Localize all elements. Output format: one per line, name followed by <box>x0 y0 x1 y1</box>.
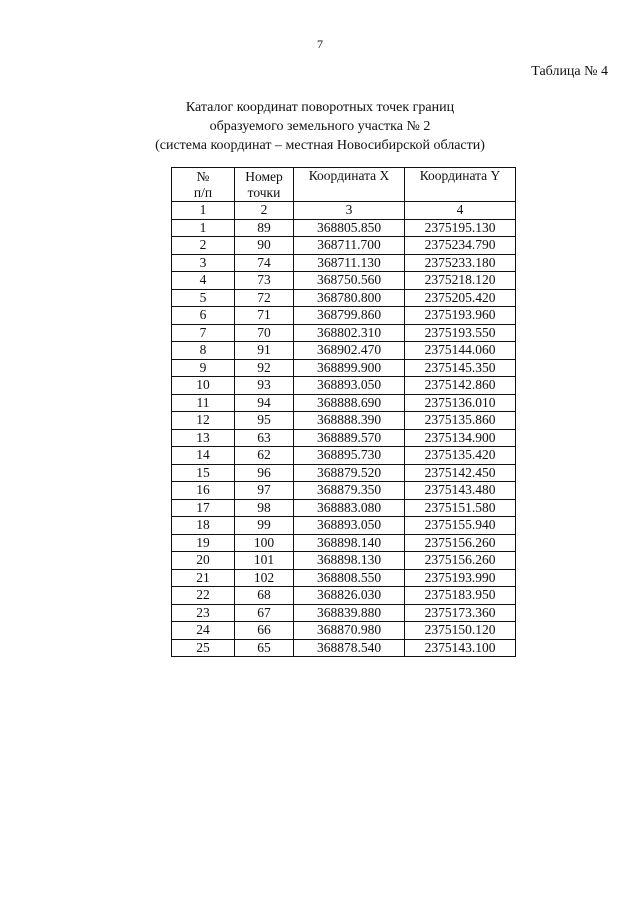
row-number-cell: 11 <box>172 394 235 412</box>
x-coordinate-cell: 368870.980 <box>294 622 405 640</box>
y-coordinate-cell: 2375134.900 <box>405 429 516 447</box>
y-coordinate-cell: 2375234.790 <box>405 237 516 255</box>
x-coordinate-cell: 368878.540 <box>294 639 405 657</box>
row-number-cell: 12 <box>172 412 235 430</box>
point-number-cell: 97 <box>235 482 294 500</box>
x-coordinate-cell: 368802.310 <box>294 324 405 342</box>
index-row <box>172 202 516 220</box>
table-row <box>172 464 516 482</box>
point-number-cell: 68 <box>235 587 294 605</box>
point-number-cell: 71 <box>235 307 294 325</box>
point-number-cell: 102 <box>235 569 294 587</box>
point-number-cell: 100 <box>235 534 294 552</box>
row-number-cell: 13 <box>172 429 235 447</box>
row-number-cell: 8 <box>172 342 235 360</box>
row-number-cell: 15 <box>172 464 235 482</box>
point-number-cell: 98 <box>235 499 294 517</box>
table-row <box>172 482 516 500</box>
table-caption <box>0 98 640 155</box>
y-coordinate-cell: 2375143.480 <box>405 482 516 500</box>
x-coordinate-cell: 368898.140 <box>294 534 405 552</box>
header-y: Координата Y <box>405 168 516 202</box>
x-coordinate-cell: 368898.130 <box>294 552 405 570</box>
header-point-line1: Номер <box>245 168 283 184</box>
x-coordinate-cell: 368808.550 <box>294 569 405 587</box>
row-number-cell: 18 <box>172 517 235 535</box>
header-row <box>172 168 516 202</box>
row-number-cell: 10 <box>172 377 235 395</box>
x-coordinate-cell: 368750.560 <box>294 272 405 290</box>
point-number-cell: 62 <box>235 447 294 465</box>
table-row <box>172 412 516 430</box>
x-coordinate-cell: 368899.900 <box>294 359 405 377</box>
table-row <box>172 307 516 325</box>
x-coordinate-cell: 368839.880 <box>294 604 405 622</box>
point-number-cell: 73 <box>235 272 294 290</box>
table-label: Таблица № 4 <box>531 64 608 79</box>
x-coordinate-cell: 368888.690 <box>294 394 405 412</box>
point-number-cell: 93 <box>235 377 294 395</box>
table-row <box>172 534 516 552</box>
page-number: 7 <box>317 37 323 51</box>
table-row <box>172 622 516 640</box>
y-coordinate-cell: 2375193.990 <box>405 569 516 587</box>
point-number-cell: 89 <box>235 219 294 237</box>
x-coordinate-cell: 368711.130 <box>294 254 405 272</box>
point-number-cell: 99 <box>235 517 294 535</box>
x-coordinate-cell: 368805.850 <box>294 219 405 237</box>
y-coordinate-cell: 2375193.550 <box>405 324 516 342</box>
row-number-cell: 20 <box>172 552 235 570</box>
header-point-line2: точки <box>247 184 281 200</box>
x-coordinate-cell: 368883.080 <box>294 499 405 517</box>
point-number-cell: 94 <box>235 394 294 412</box>
point-number-cell: 95 <box>235 412 294 430</box>
point-number-cell: 96 <box>235 464 294 482</box>
point-number-cell: 66 <box>235 622 294 640</box>
row-number-cell: 3 <box>172 254 235 272</box>
row-number-cell: 7 <box>172 324 235 342</box>
row-number-cell: 16 <box>172 482 235 500</box>
y-coordinate-cell: 2375144.060 <box>405 342 516 360</box>
caption-line-1: Каталог координат поворотных точек границ <box>185 100 455 115</box>
row-number-cell: 9 <box>172 359 235 377</box>
point-number-cell: 67 <box>235 604 294 622</box>
y-coordinate-cell: 2375145.350 <box>405 359 516 377</box>
table-row <box>172 254 516 272</box>
point-number-cell: 63 <box>235 429 294 447</box>
point-number-cell: 90 <box>235 237 294 255</box>
row-number-cell: 6 <box>172 307 235 325</box>
index-cell: 2 <box>235 202 294 220</box>
x-coordinate-cell: 368895.730 <box>294 447 405 465</box>
row-number-cell: 24 <box>172 622 235 640</box>
row-number-cell: 5 <box>172 289 235 307</box>
table-row <box>172 587 516 605</box>
table-row <box>172 359 516 377</box>
row-number-cell: 17 <box>172 499 235 517</box>
y-coordinate-cell: 2375135.420 <box>405 447 516 465</box>
header-point <box>235 168 294 202</box>
table-row <box>172 639 516 657</box>
table-row <box>172 237 516 255</box>
x-coordinate-cell: 368889.570 <box>294 429 405 447</box>
y-coordinate-cell: 2375143.100 <box>405 639 516 657</box>
x-coordinate-cell: 368826.030 <box>294 587 405 605</box>
y-coordinate-cell: 2375156.260 <box>405 534 516 552</box>
index-cell: 1 <box>172 202 235 220</box>
point-number-cell: 91 <box>235 342 294 360</box>
y-coordinate-cell: 2375135.860 <box>405 412 516 430</box>
row-number-cell: 25 <box>172 639 235 657</box>
row-number-cell: 2 <box>172 237 235 255</box>
table-row <box>172 604 516 622</box>
row-number-cell: 21 <box>172 569 235 587</box>
table-body <box>172 219 516 657</box>
caption-line-2: образуемого земельного участка № 2 <box>209 119 431 134</box>
y-coordinate-cell: 2375151.580 <box>405 499 516 517</box>
point-number-cell: 70 <box>235 324 294 342</box>
y-coordinate-cell: 2375193.960 <box>405 307 516 325</box>
table-row <box>172 289 516 307</box>
caption-line-3: (система координат – местная Новосибирской области) <box>155 138 485 153</box>
y-coordinate-cell: 2375150.120 <box>405 622 516 640</box>
y-coordinate-cell: 2375205.420 <box>405 289 516 307</box>
row-number-cell: 14 <box>172 447 235 465</box>
row-number-cell: 1 <box>172 219 235 237</box>
table-row <box>172 517 516 535</box>
point-number-cell: 101 <box>235 552 294 570</box>
header-number <box>172 168 235 202</box>
y-coordinate-cell: 2375233.180 <box>405 254 516 272</box>
point-number-cell: 72 <box>235 289 294 307</box>
index-cell: 3 <box>294 202 405 220</box>
x-coordinate-cell: 368879.520 <box>294 464 405 482</box>
table-row <box>172 394 516 412</box>
table-row <box>172 342 516 360</box>
table-row <box>172 429 516 447</box>
row-number-cell: 4 <box>172 272 235 290</box>
point-number-cell: 92 <box>235 359 294 377</box>
row-number-cell: 19 <box>172 534 235 552</box>
table-row <box>172 552 516 570</box>
row-number-cell: 23 <box>172 604 235 622</box>
index-cell: 4 <box>405 202 516 220</box>
x-coordinate-cell: 368799.860 <box>294 307 405 325</box>
y-coordinate-cell: 2375136.010 <box>405 394 516 412</box>
table-row <box>172 569 516 587</box>
table-row <box>172 324 516 342</box>
point-number-cell: 74 <box>235 254 294 272</box>
x-coordinate-cell: 368888.390 <box>294 412 405 430</box>
y-coordinate-cell: 2375155.940 <box>405 517 516 535</box>
coordinates-table <box>171 167 516 657</box>
y-coordinate-cell: 2375195.130 <box>405 219 516 237</box>
y-coordinate-cell: 2375173.360 <box>405 604 516 622</box>
x-coordinate-cell: 368879.350 <box>294 482 405 500</box>
header-number-line2: п/п <box>193 184 213 200</box>
y-coordinate-cell: 2375142.450 <box>405 464 516 482</box>
table-row <box>172 272 516 290</box>
y-coordinate-cell: 2375142.860 <box>405 377 516 395</box>
header-number-line1: № <box>196 168 210 184</box>
x-coordinate-cell: 368893.050 <box>294 377 405 395</box>
x-coordinate-cell: 368902.470 <box>294 342 405 360</box>
y-coordinate-cell: 2375183.950 <box>405 587 516 605</box>
x-coordinate-cell: 368893.050 <box>294 517 405 535</box>
table-row <box>172 447 516 465</box>
y-coordinate-cell: 2375156.260 <box>405 552 516 570</box>
row-number-cell: 22 <box>172 587 235 605</box>
x-coordinate-cell: 368780.800 <box>294 289 405 307</box>
table-row <box>172 377 516 395</box>
x-coordinate-cell: 368711.700 <box>294 237 405 255</box>
table-row <box>172 499 516 517</box>
point-number-cell: 65 <box>235 639 294 657</box>
header-x: Координата X <box>294 168 405 202</box>
y-coordinate-cell: 2375218.120 <box>405 272 516 290</box>
table-row <box>172 219 516 237</box>
